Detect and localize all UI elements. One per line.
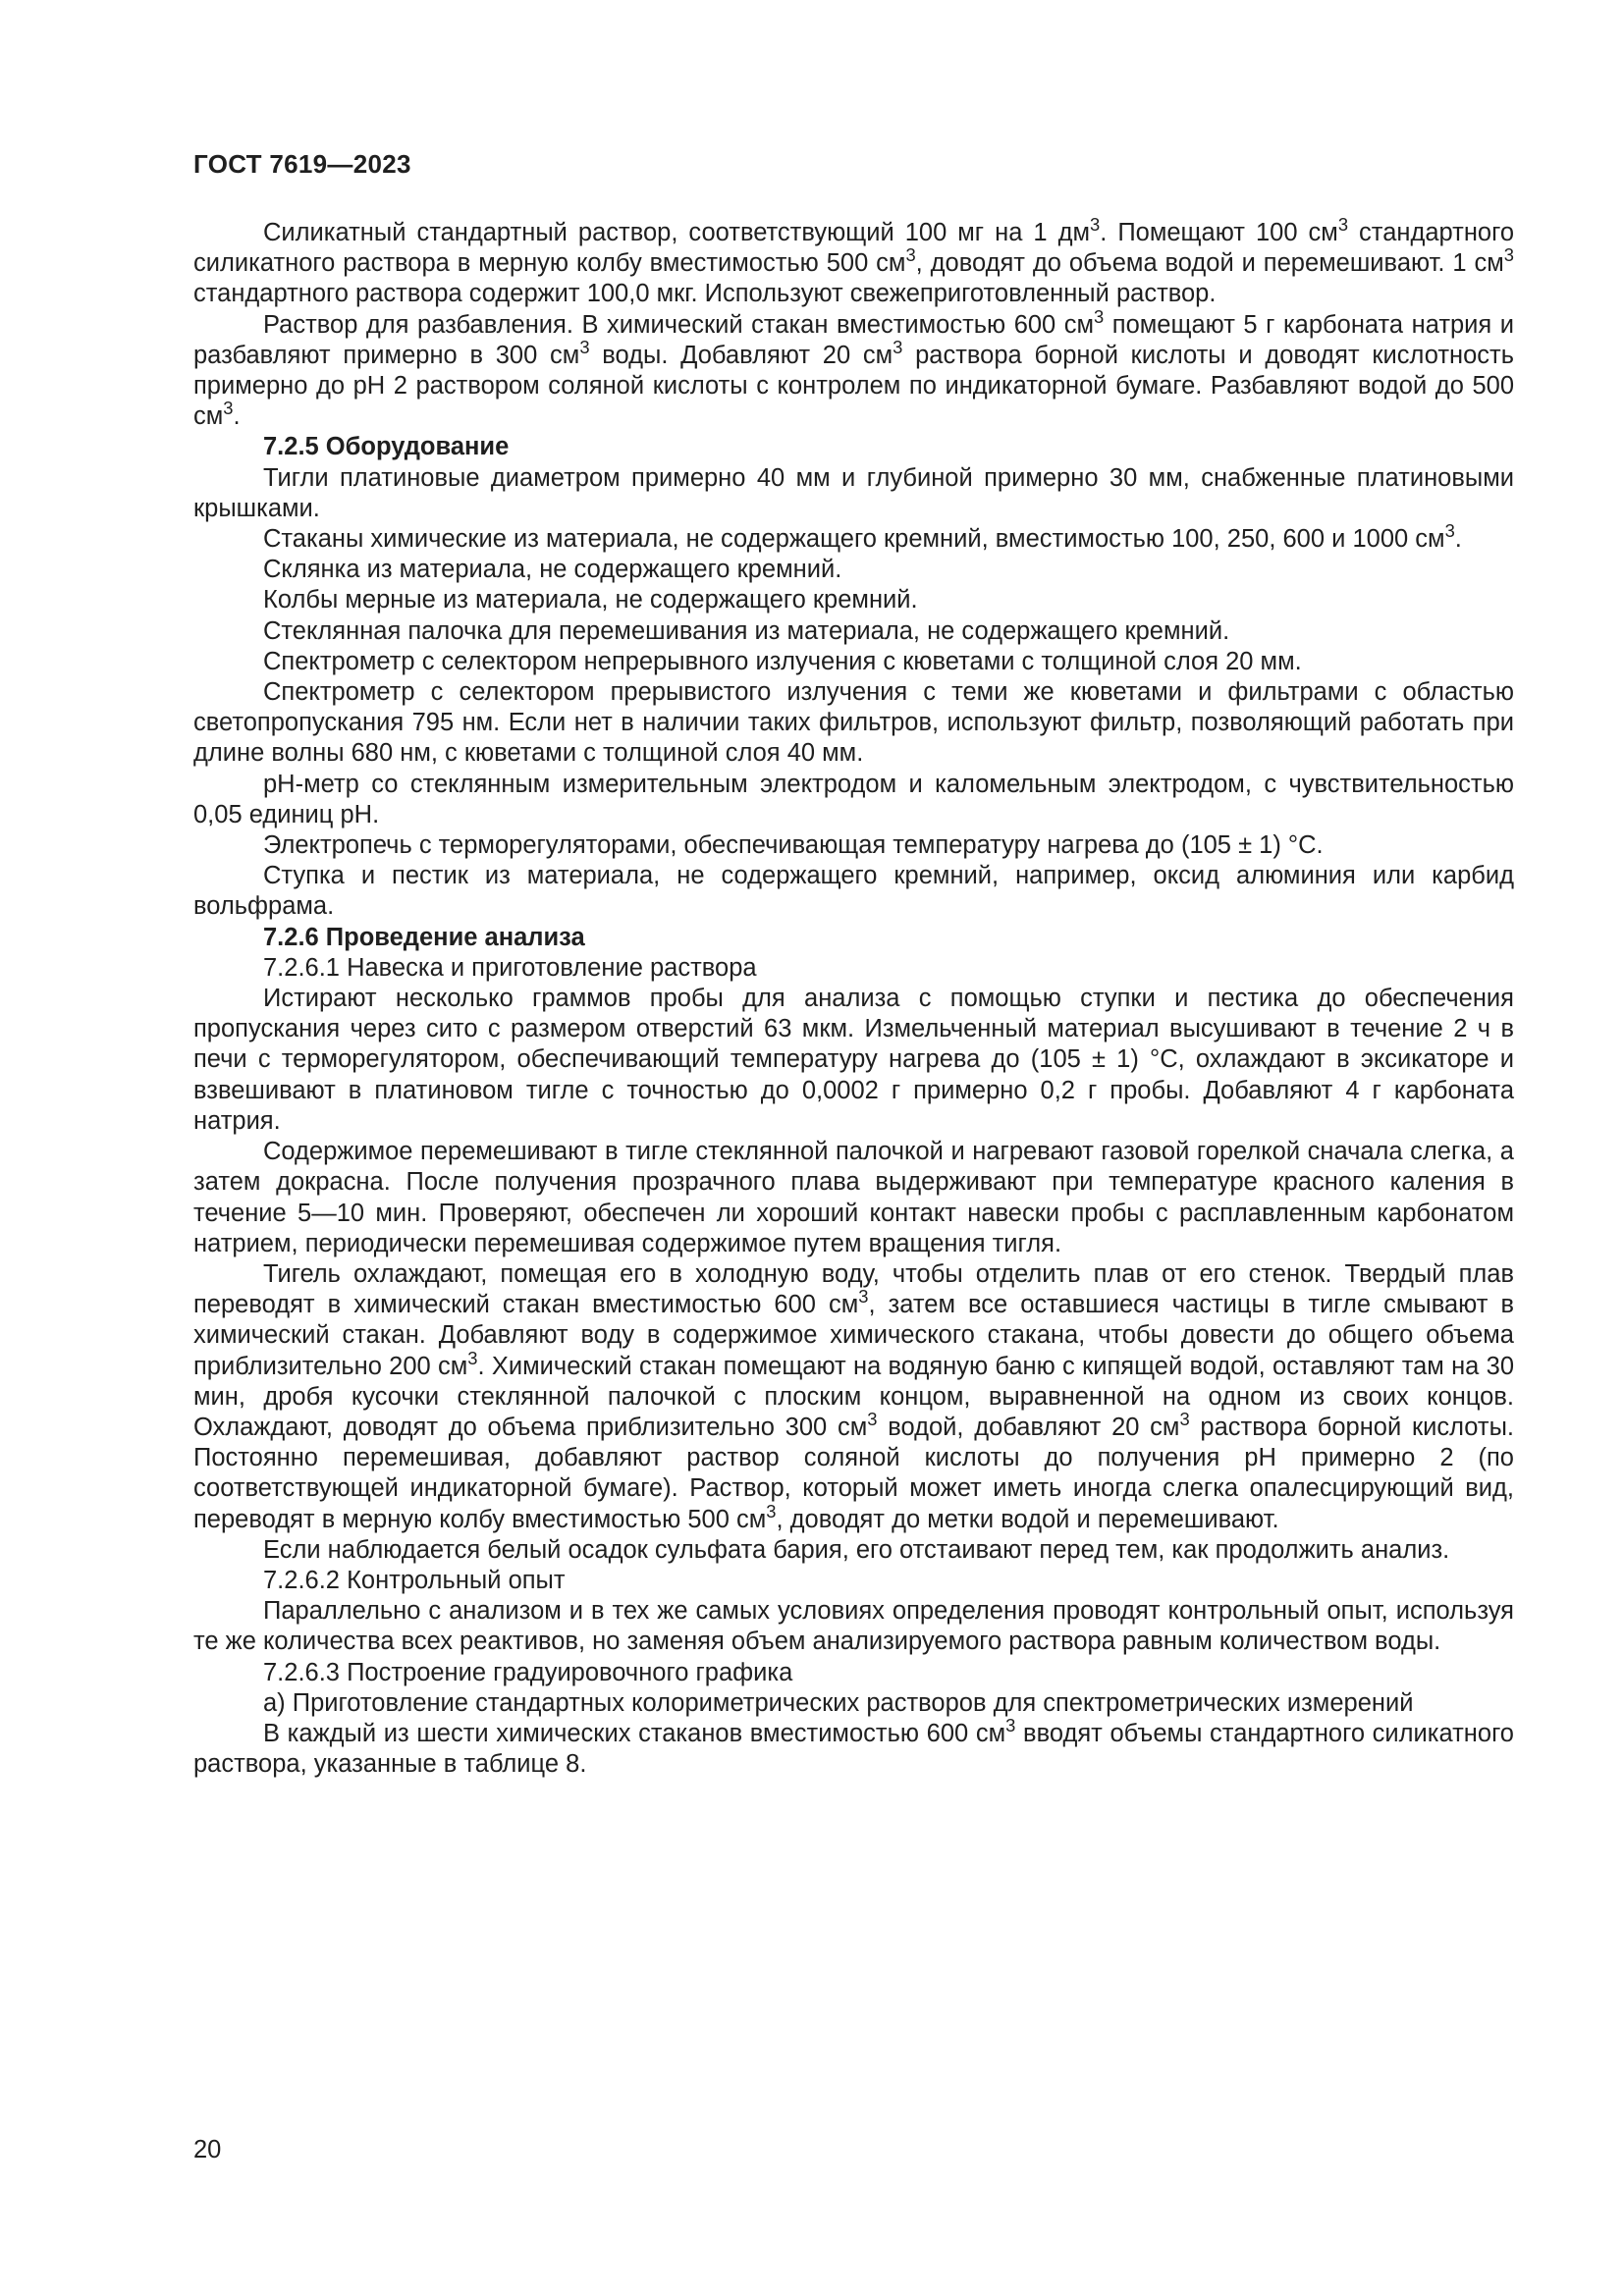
body-paragraph: Склянка из материала, не содержащего кремний. [263, 556, 842, 584]
body-paragraph: 7.2.6.2 Контрольный опыт [263, 1566, 566, 1594]
section-heading: 7.2.6 Проведение анализа [263, 923, 585, 951]
body-paragraph: Истирают несколько граммов пробы для анализа с помощью ступки и пестика до обеспечения пропускания через сито с размером отверстий 63 мкм. Измельченный материал высушивают в течение 2 ч в печи с терморегулятором, обеспечивающий температуру нагрева до (105 ± 1) °C, охлаждают в эксикаторе и взвешивают в платиновом тигле с точностью до 0,0002 г примерно 0,2 г пробы. Добавляют 4 г карбоната натрия. [193, 985, 1514, 1135]
body-paragraph: Спектрометр с селектором непрерывного излучения с кюветами с толщиной слоя 20 мм. [263, 647, 1302, 675]
body-paragraph: а) Приготовление стандартных колориметрических растворов для спектрометрических измерений [263, 1688, 1414, 1717]
body-paragraph: pH-метр со стеклянным измерительным электродом и каломельным электродом, с чувствительностью 0,05 единиц pH. [193, 770, 1514, 828]
body-paragraph: Стаканы химические из материала, не содержащего кремний, вместимостью 100, 250, 600 и 1000 $см^3$. [263, 519, 1462, 554]
body-paragraph: Параллельно с анализом и в тех же самых условиях определения проводят контрольный опыт, используя те же количества всех реактивов, но заменяя объем анализируемого раствора равным количеством воды. [193, 1597, 1514, 1656]
body-paragraph: Стеклянная палочка для перемешивания из материала, не содержащего кремний. [263, 616, 1230, 645]
body-paragraph: Спектрометр с селектором прерывистого излучения с теми же кюветами и фильтрами с областью светопропускания 795 нм. Если нет в наличии таких фильтров, используют фильтр, позволяющий работать при длине волны 680 нм, с кюветами с толщиной слоя 40 мм. [193, 678, 1514, 768]
body-paragraph: Тигли платиновые диаметром примерно 40 мм и глубиной примерно 30 мм, снабженные платиновыми крышками. [193, 463, 1514, 522]
body-paragraph: В каждый из шести химических стаканов вместимостью 600 $см^3$ вводят объемы стандартного силикатного раствора, указанные в таблице 8. [193, 1714, 1514, 1779]
body-paragraph: Раствор для разбавления. В химический стакан вместимостью 600 $см^3$ помещают 5 г карбоната натрия и разбавляют примерно в 300 $см^3$ воды. Добавляют 20 $см^3$ раствора борной кислоты и доводят кислотность примерно до pH 2 раствором соляной кислоты с контролем по индикаторной бумаге. Разбавляют водой до 500 $см^3$. [193, 305, 1514, 431]
body-paragraph: 7.2.6.3 Построение градуировочного графика [263, 1658, 793, 1686]
body-paragraph: Если наблюдается белый осадок сульфата бария, его отстаивают перед тем, как продолжить анализ. [263, 1535, 1450, 1564]
body-paragraph: Электропечь с терморегуляторами, обеспечивающая температуру нагрева до (105 ± 1) °C. [263, 831, 1324, 860]
body-paragraph: Содержимое перемешивают в тигле стеклянной палочкой и нагревают газовой горелкой сначала слегка, а затем докрасна. После получения прозрачного плава выдерживают при температуре красного каления в течение 5—10 мин. Проверяют, обеспечен ли хороший контакт навески пробы с расплавленным карбонатом натрием, периодически перемешивая содержимое путем вращения тигля. [193, 1138, 1514, 1257]
document-body [193, 213, 1515, 1780]
body-paragraph: Силикатный стандартный раствор, соответствующий 100 мг на 1 $дм^3$. Помещают 100 $см^3$ стандартного силикатного раствора в мерную колбу вместимостью 500 $см^3$, доводят до объема водой и перемешивают. 1 $см^3$ стандартного раствора содержит 100,0 мкг. Используют свежеприготовленный раствор. [193, 213, 1515, 308]
body-paragraph: Колбы мерные из материала, не содержащего кремний. [263, 586, 918, 614]
section-heading: 7.2.5 Оборудование [263, 433, 510, 461]
body-paragraph: Ступка и пестик из материала, не содержащего кремний, например, оксид алюминия или карбид вольфрама. [193, 862, 1514, 921]
body-paragraph: Тигель охлаждают, помещая его в холодную воду, чтобы отделить плав от его стенок. Твердый плав переводят в химический стакан вместимостью 600 $см^3$, затем все оставшиеся частицы в тигле смывают в химический стакан. Добавляют воду в содержимое химического стакана, чтобы довести до общего объема приблизительно 200 $см^3$. Химический стакан помещают на водяную баню с кипящей водой, оставляют там на 30 мин, дробя кусочки стеклянной палочкой с плоским концом, выравненной на одном из своих концов. Охлаждают, доводят до объема приблизительно 300 $см^3$ водой, добавляют 20 $см^3$ раствора борной кислоты. Постоянно перемешивая, добавляют раствор соляной кислоты до получения pH примерно 2 (по соответствующей индикаторной бумаге). Раствор, который может иметь иногда слегка опалесцирующий вид, переводят в мерную колбу вместимостью 500 $см^3$, доводят до метки водой и перемешивают. [193, 1259, 1515, 1533]
document-header: ГОСТ 7619—2023 [193, 149, 411, 179]
body-paragraph: 7.2.6.1 Навеска и приготовление раствора [263, 953, 757, 982]
page-number: 20 [193, 2136, 222, 2163]
